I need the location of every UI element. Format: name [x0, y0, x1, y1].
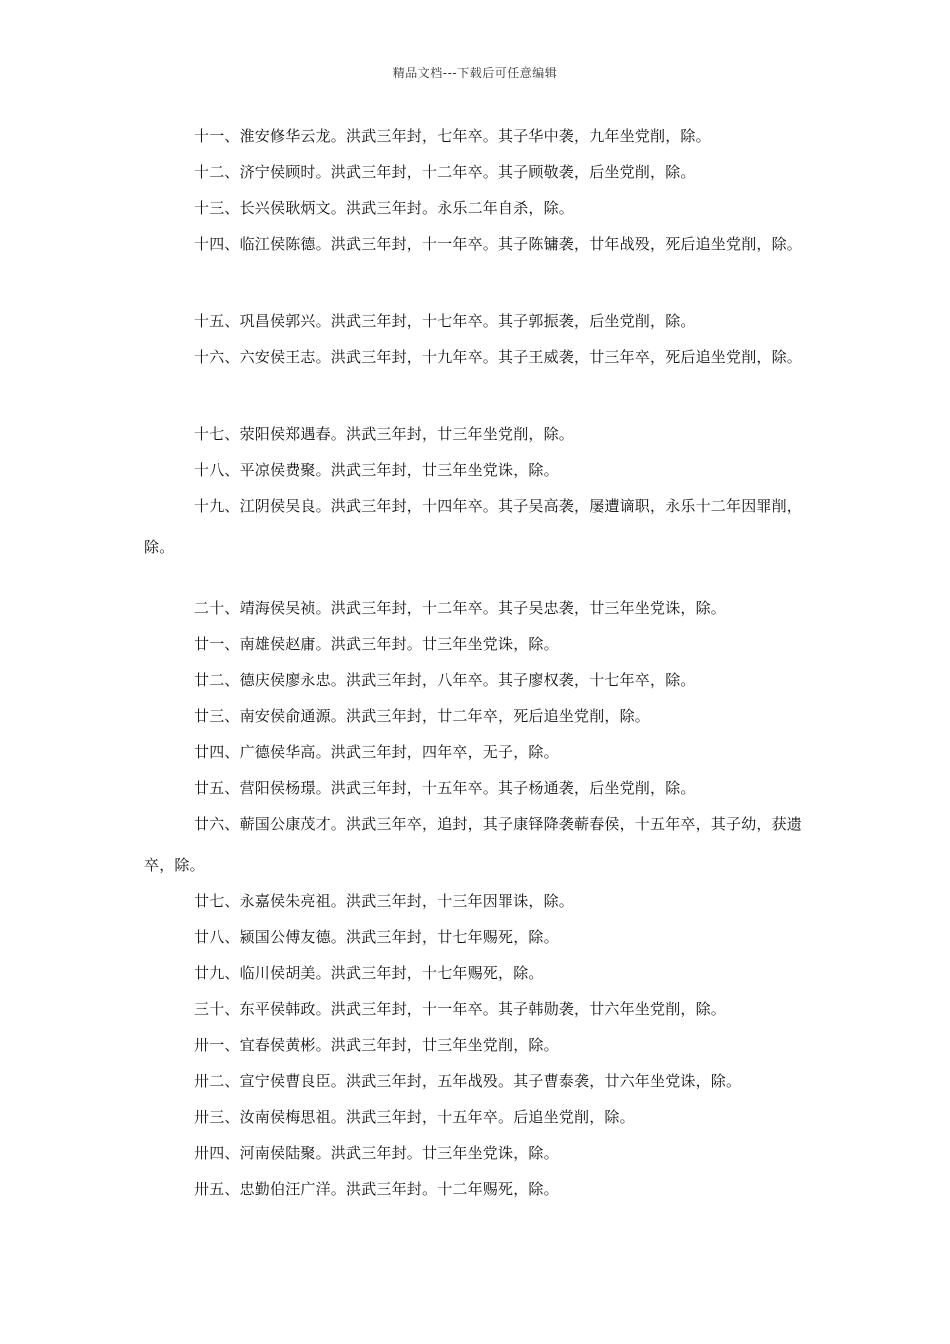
entry-31: 卅一、宜春侯黄彬。洪武三年封，廿三年坐党削，除。 — [194, 1036, 559, 1054]
entry-20: 二十、靖海侯吴祯。洪武三年封，十二年卒。其子吴忠袭，廿三年坐党诛，除。 — [194, 599, 727, 617]
entry-30: 三十、东平侯韩政。洪武三年封，十一年卒。其子韩勋袭，廿六年坐党削，除。 — [194, 1000, 727, 1018]
entry-26: 廿六、蕲国公康茂才。洪武三年卒，追封，其子康铎降袭蕲春侯，十五年卒，其子幼，获遗卒，除。 — [144, 815, 803, 874]
entry-16: 十六、六安侯王志。洪武三年封，十九年卒。其子王威袭，廿三年卒，死后追坐党削，除。 — [194, 348, 803, 366]
entry-25: 廿五、营阳侯杨璟。洪武三年封，十五年卒。其子杨通袭，后坐党削，除。 — [194, 779, 696, 797]
entry-22: 廿二、德庆侯廖永忠。洪武三年封，八年卒。其子廖权袭，十七年卒，除。 — [194, 671, 696, 689]
entry-19: 十九、江阴侯吴良。洪武三年封，十四年卒。其子吴高袭，屡遭谪职，永乐十二年因罪削，除。 — [144, 497, 803, 556]
entry-33: 卅三、汝南侯梅思祖。洪武三年封，十五年卒。后追坐党削，除。 — [194, 1108, 635, 1126]
entry-12: 十二、济宁侯顾时。洪武三年封，十二年卒。其子顾敬袭，后坐党削，除。 — [194, 163, 696, 181]
entry-24: 廿四、广德侯华高。洪武三年封，四年卒，无子，除。 — [194, 743, 559, 761]
entry-14: 十四、临江侯陈德。洪武三年封，十一年卒。其子陈镛袭，廿年战殁，死后追坐党削，除。 — [194, 235, 803, 253]
entry-27: 廿七、永嘉侯朱亮祖。洪武三年封，十三年因罪诛，除。 — [194, 892, 575, 910]
entry-29: 廿九、临川侯胡美。洪武三年封，十七年赐死，除。 — [194, 964, 544, 982]
entry-13: 十三、长兴侯耿炳文。洪武三年封。永乐二年自杀，除。 — [194, 199, 575, 217]
entry-11: 十一、淮安修华云龙。洪武三年封，七年卒。其子华中袭，九年坐党削，除。 — [194, 127, 711, 145]
entry-15: 十五、巩昌侯郭兴。洪武三年封，十七年卒。其子郭振袭，后坐党削，除。 — [194, 312, 696, 330]
entry-35: 卅五、忠勤伯汪广洋。洪武三年封。十二年赐死，除。 — [194, 1180, 559, 1198]
entry-21: 廿一、南雄侯赵庸。洪武三年封。廿三年坐党诛，除。 — [194, 635, 559, 653]
entry-17: 十七、荥阳侯郑遇春。洪武三年封，廿三年坐党削，除。 — [194, 425, 575, 443]
entry-28: 廿八、颍国公傅友德。洪武三年封，廿七年赐死，除。 — [194, 928, 559, 946]
entry-18: 十八、平凉侯费聚。洪武三年封，廿三年坐党诛，除。 — [194, 461, 559, 479]
entry-23: 廿三、南安侯俞通源。洪武三年封，廿二年卒，死后追坐党削，除。 — [194, 707, 651, 725]
entry-34: 卅四、河南侯陆聚。洪武三年封。廿三年坐党诛，除。 — [194, 1144, 559, 1162]
page-header: 精品文档---下载后可任意编辑 — [392, 66, 558, 80]
entry-32: 卅二、宣宁侯曹良臣。洪武三年封，五年战殁。其子曹泰袭，廿六年坐党诛，除。 — [194, 1072, 742, 1090]
